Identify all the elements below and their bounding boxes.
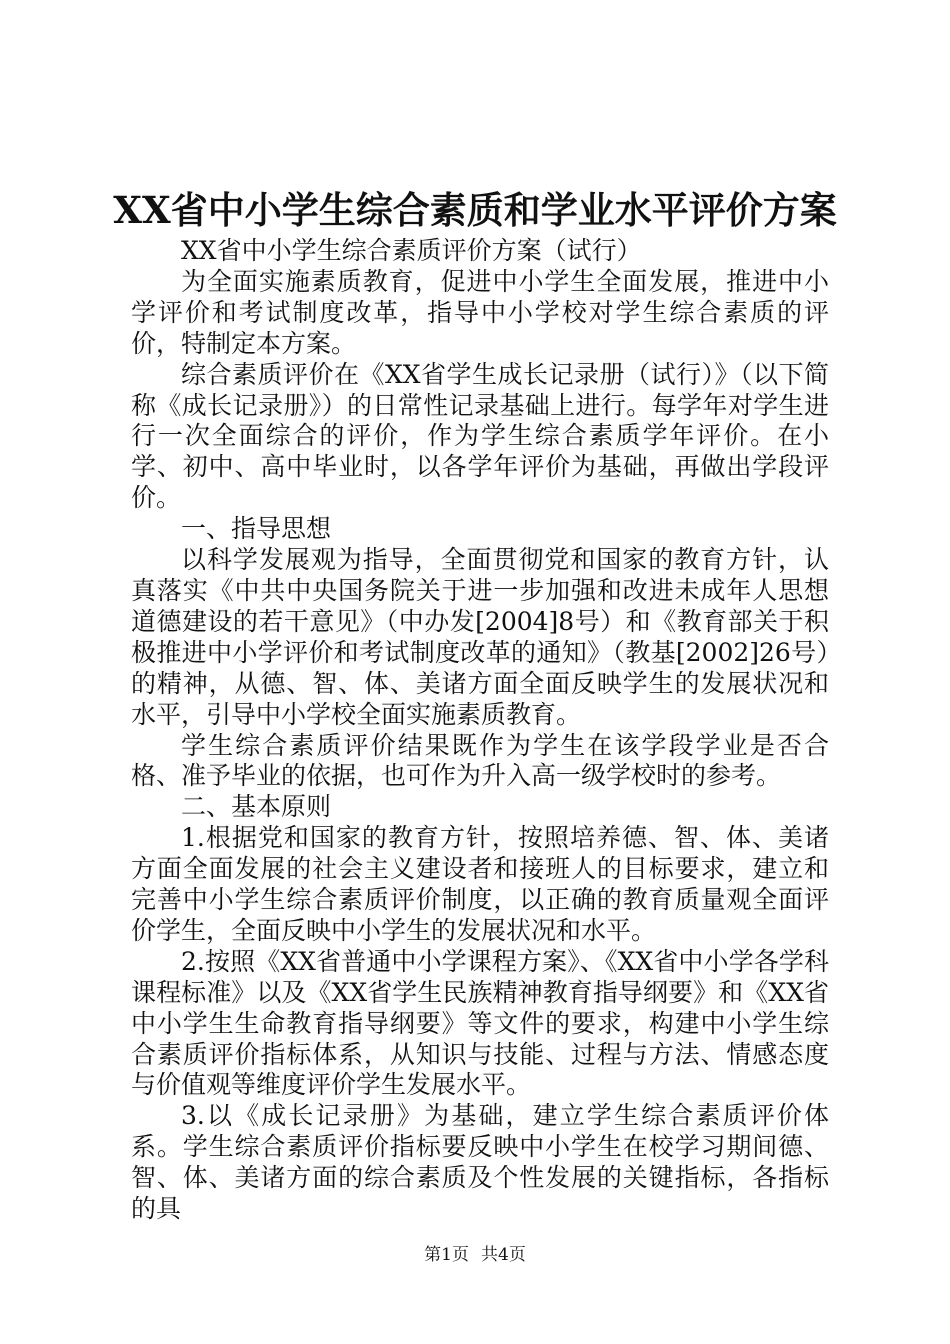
section-heading: 一、指导思想 [181, 514, 332, 544]
body-paragraph: 1.根据党和国家的教育方针，按照培养德、智、体、美诸方面全面发展的社会主义建设者和接班人的目标要求，建立和完善中小学生综合素质评价制度，以正确的教育质量观全面评价学生，全面反映中小学生的发展状况和水平。 [131, 823, 829, 945]
document-title: XX省中小学生综合素质和学业水平评价方案 [113, 188, 837, 232]
body-paragraph: 2.按照《XX省普通中小学课程方案》、《XX省中小学各学科课程标准》以及《XX省学生民族精神教育指导纲要》和《XX省中小学生生命教育指导纲要》等文件的要求，构建中小学生综合素质评价指标体系，从知识与技能、过程与方法、情感态度与价值观等维度评价学生发展水平。 [131, 946, 829, 1100]
body-paragraph: 综合素质评价在《XX省学生成长记录册（试行）》（以下简称《成长记录册》）的日常性记录基础上进行。每学年对学生进行一次全面综合的评价，作为学生综合素质学年评价。在小学、初中、高中毕业时，以各学年评价为基础，再做出学段评价。 [131, 359, 829, 513]
page-footer [0, 1243, 950, 1267]
page-total: 共4页 [481, 1245, 526, 1265]
section-heading: 二、基本原则 [181, 792, 332, 822]
page-number: 第1页 [424, 1245, 469, 1265]
document-body [131, 236, 829, 1225]
body-paragraph: 以科学发展观为指导，全面贯彻党和国家的教育方针，认真落实《中共中央国务院关于进一步加强和改进未成年人思想道德建设的若干意见》（中办发[2004]8号）和《教育部关于积极推进中小学评价和考试制度改革的通知》（教基[2002]26号）的精神，从德、智、体、美诸方面全面反映学生的发展状况和水平，引导中小学校全面实施素质教育。 [131, 545, 829, 729]
subtitle-paragraph: XX省中小学生综合素质评价方案（试行） [181, 236, 642, 265]
body-paragraph: 3.以《成长记录册》为基础，建立学生综合素质评价体系。学生综合素质评价指标要反映中小学生在校学习期间德、智、体、美诸方面的综合素质及个性发展的关键指标，各指标的具 [131, 1101, 829, 1224]
body-paragraph: 为全面实施素质教育，促进中小学生全面发展，推进中小学评价和考试制度改革，指导中小学校对学生综合素质的评价，特制定本方案。 [131, 266, 829, 358]
body-paragraph: 学生综合素质评价结果既作为学生在该学段学业是否合格、准予毕业的依据，也可作为升入高一级学校时的参考。 [131, 730, 829, 791]
